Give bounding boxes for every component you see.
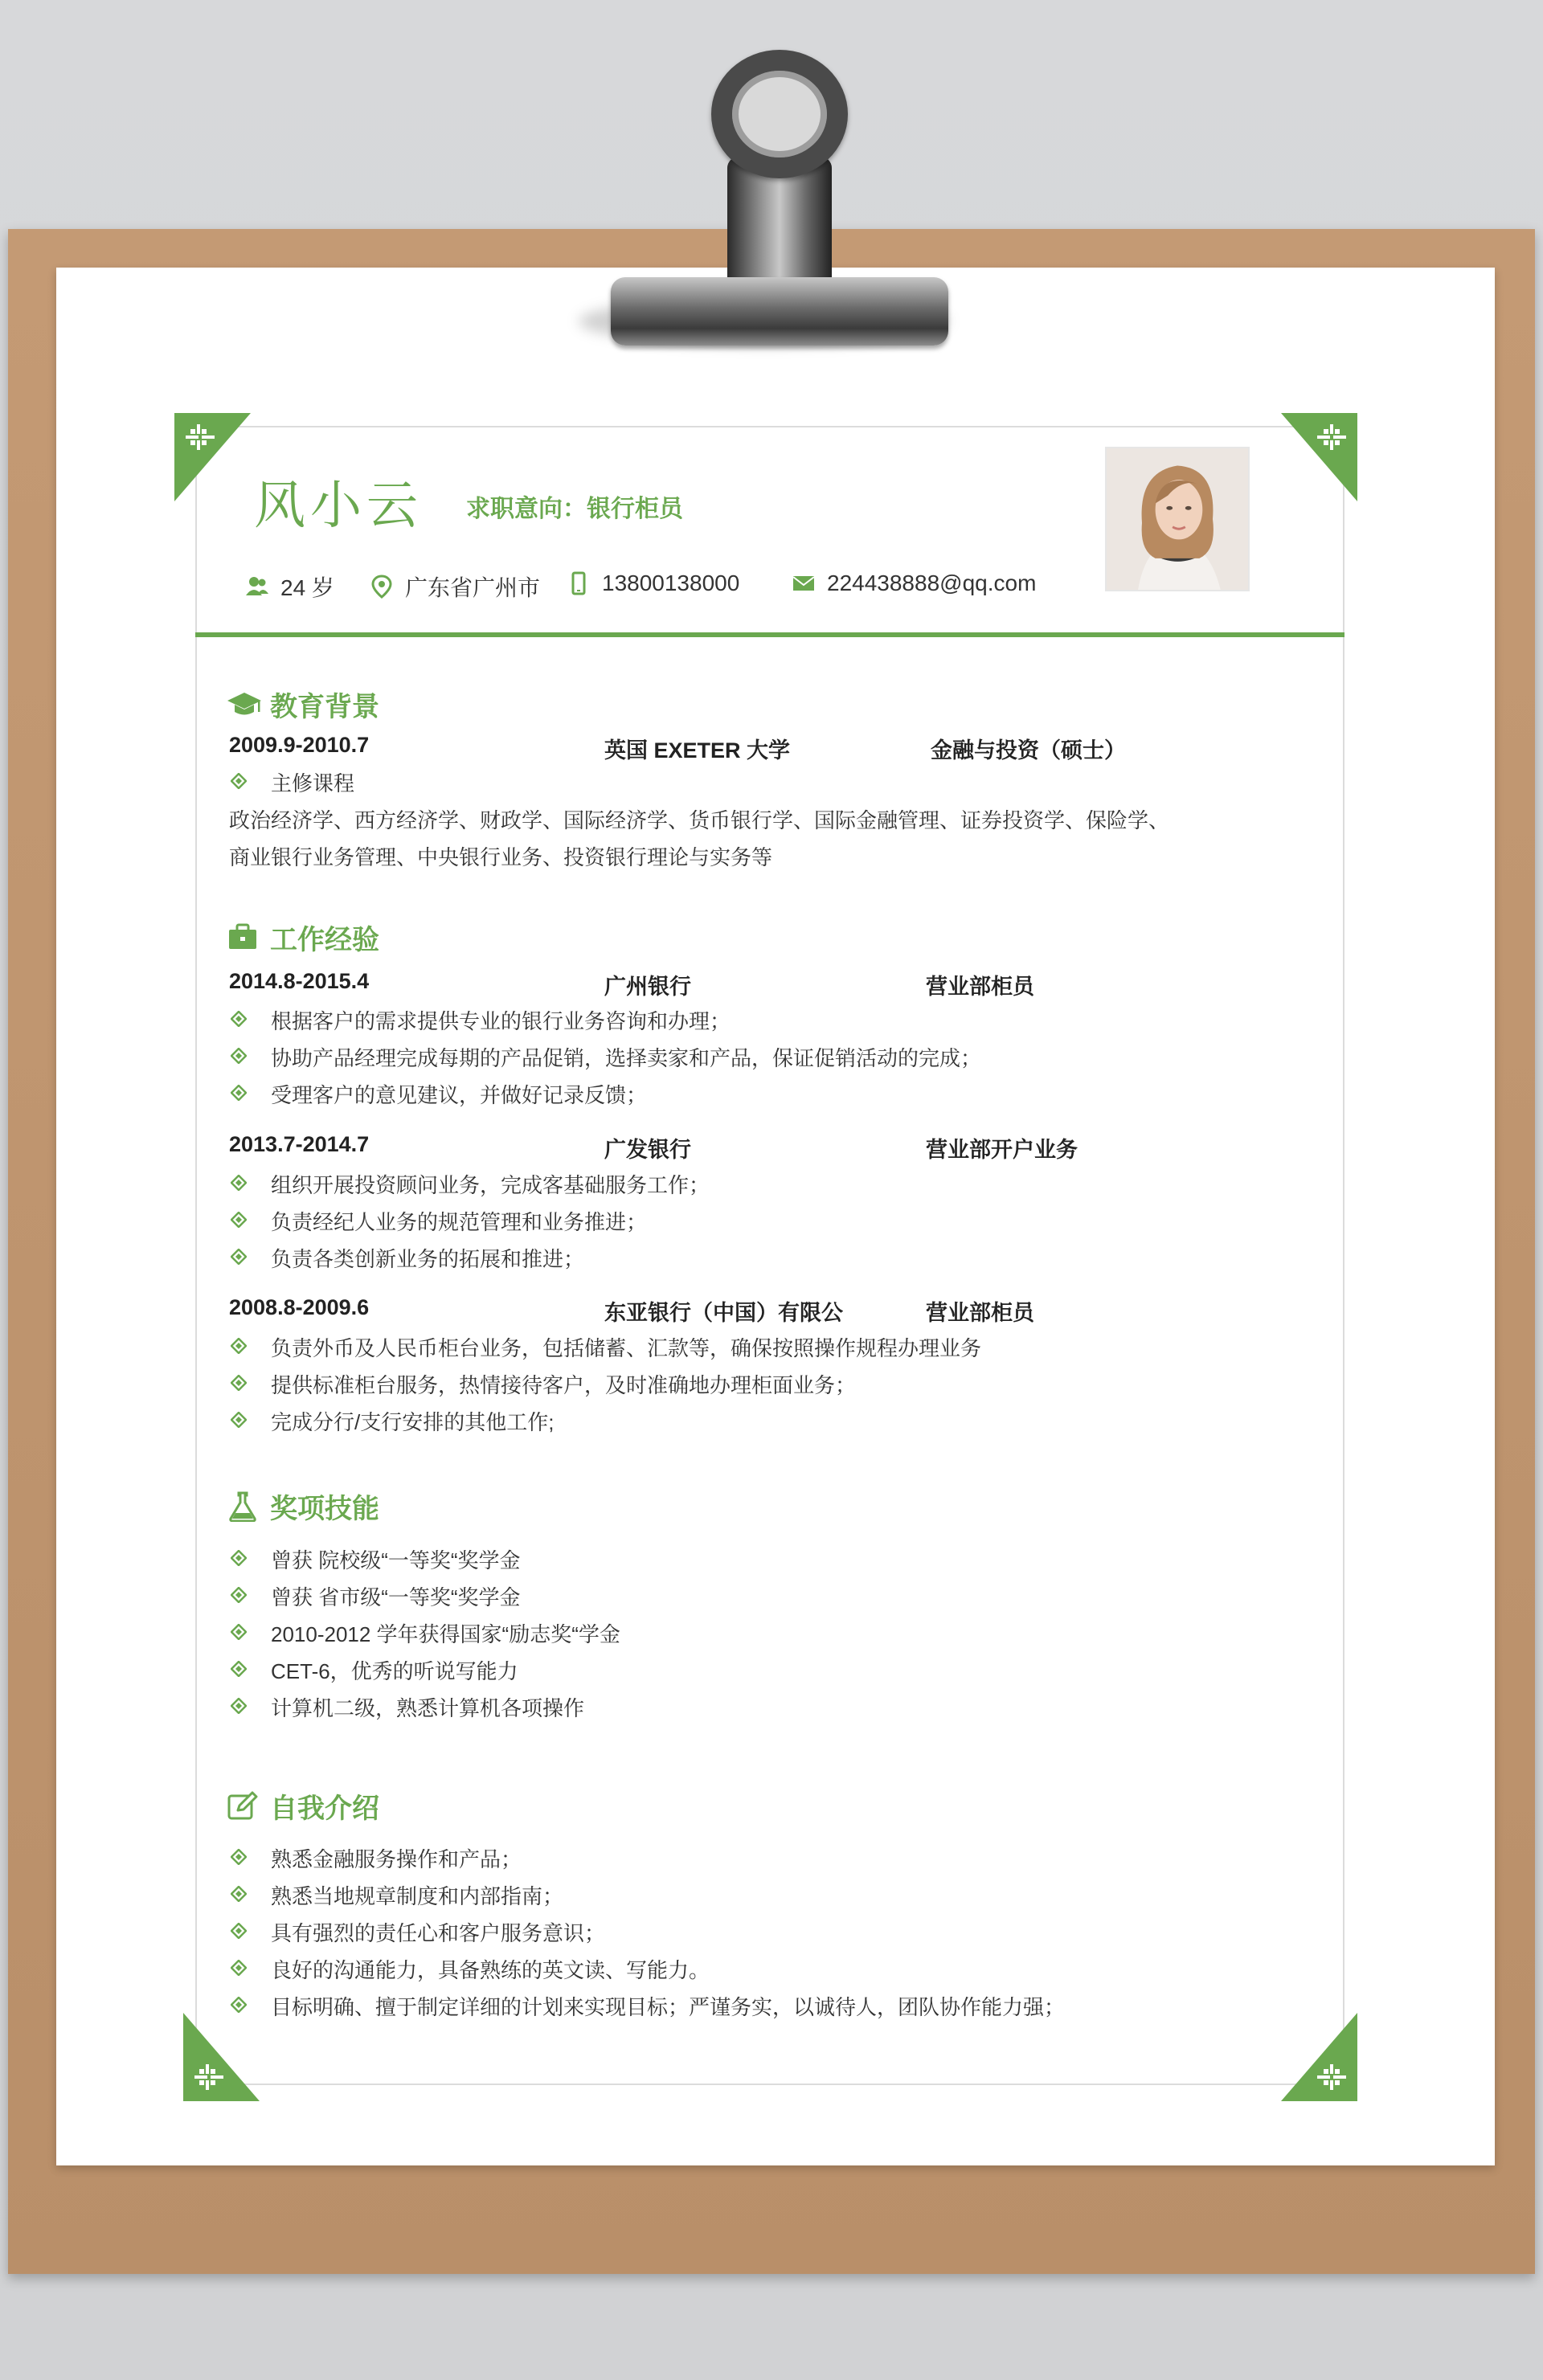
corner-ornament-icon bbox=[1281, 413, 1357, 501]
info-phone bbox=[567, 570, 739, 596]
header-divider bbox=[195, 632, 1344, 637]
candidate-name: 风小云 bbox=[254, 476, 423, 536]
self-intro-item: 目标明确、擅于制定详细的计划来实现目标；严谨务实，以诚待人，团队协作能力强； bbox=[271, 1995, 1066, 2019]
job-company: 东亚银行（中国）有限公 bbox=[604, 1301, 843, 1325]
job-duty: 完成分行/支行安排的其他工作; bbox=[271, 1410, 555, 1434]
diamond-bullet-icon bbox=[231, 1412, 247, 1428]
job-position: 营业部开户业务 bbox=[926, 1138, 1078, 1162]
edu-course-label: 主修课程 bbox=[271, 771, 355, 795]
section-awards bbox=[227, 1486, 379, 1526]
location-text: 广东省广州市 bbox=[405, 575, 541, 600]
diamond-bullet-icon bbox=[231, 1624, 247, 1640]
diamond-bullet-icon bbox=[231, 1587, 247, 1603]
award-item: CET-6，优秀的听说写能力 bbox=[271, 1659, 518, 1683]
job-duty: 负责各类创新业务的拓展和推进； bbox=[271, 1247, 585, 1271]
job-intent: 求职意向：银行柜员 bbox=[466, 496, 683, 522]
diamond-bullet-icon bbox=[231, 1997, 247, 2013]
edu-course-line: 政治经济学、西方经济学、财政学、国际经济学、货币银行学、国际金融管理、证券投资学、保险学、 bbox=[229, 808, 1170, 832]
job-duty: 负责经纪人业务的规范管理和业务推进； bbox=[271, 1210, 648, 1234]
work-title: 工作经验 bbox=[270, 925, 379, 955]
job-position: 营业部柜员 bbox=[926, 975, 1034, 999]
section-work bbox=[227, 918, 379, 957]
diamond-bullet-icon bbox=[231, 1011, 247, 1027]
diamond-bullet-icon bbox=[231, 1661, 247, 1677]
diamond-bullet-icon bbox=[231, 1375, 247, 1391]
self-intro-item: 熟悉金融服务操作和产品； bbox=[271, 1847, 522, 1871]
job-duty: 负责外币及人民币柜台业务，包括储蓄、汇款等，确保按照操作规程办理业务 bbox=[271, 1336, 982, 1360]
diamond-bullet-icon bbox=[231, 1048, 247, 1064]
diamond-bullet-icon bbox=[231, 1550, 247, 1566]
job-company: 广州银行 bbox=[604, 975, 691, 999]
self-intro-item: 具有强烈的责任心和客户服务意识； bbox=[271, 1921, 606, 1945]
info-location bbox=[370, 570, 540, 603]
job-period: 2014.8-2015.4 bbox=[229, 969, 370, 993]
envelope-icon bbox=[792, 571, 816, 595]
diamond-bullet-icon bbox=[231, 1338, 247, 1354]
user-icon bbox=[245, 575, 269, 599]
award-item: 曾获 省市级“一等奖“奖学金 bbox=[271, 1585, 521, 1609]
award-item: 曾获 院校级“一等奖“奖学金 bbox=[271, 1548, 521, 1572]
self-intro-item: 良好的沟通能力，具备熟练的英文读、写能力。 bbox=[271, 1958, 710, 1982]
section-self-intro bbox=[227, 1786, 379, 1826]
mobile-phone-icon bbox=[567, 571, 591, 595]
diamond-bullet-icon bbox=[231, 1923, 247, 1939]
briefcase-icon bbox=[227, 922, 262, 953]
job-period: 2008.8-2009.6 bbox=[229, 1295, 370, 1319]
diamond-bullet-icon bbox=[231, 1175, 247, 1191]
info-email bbox=[792, 570, 1036, 596]
phone-text: 13800138000 bbox=[602, 570, 740, 595]
award-item: 2010-2012 学年获得国家“励志奖“学金 bbox=[271, 1622, 620, 1646]
diamond-bullet-icon bbox=[231, 1849, 247, 1865]
edu-school: 英国 EXETER 大学 bbox=[604, 738, 791, 763]
job-duty: 提供标准柜台服务，热情接待客户，及时准确地办理柜面业务； bbox=[271, 1373, 857, 1397]
corner-ornament-icon bbox=[174, 413, 251, 501]
location-pin-icon bbox=[370, 575, 394, 599]
diamond-bullet-icon bbox=[231, 1698, 247, 1714]
education-title: 教育背景 bbox=[270, 692, 379, 722]
binder-clip-base bbox=[611, 277, 948, 346]
profile-photo bbox=[1105, 447, 1250, 591]
diamond-bullet-icon bbox=[231, 1085, 247, 1101]
award-item: 计算机二级，熟悉计算机各项操作 bbox=[271, 1696, 585, 1720]
flask-icon bbox=[227, 1491, 262, 1522]
job-period: 2013.7-2014.7 bbox=[229, 1132, 370, 1156]
info-age bbox=[245, 570, 334, 603]
job-company: 广发银行 bbox=[604, 1138, 691, 1162]
email-text: 224438888@qq.com bbox=[827, 570, 1037, 595]
job-duty: 根据客户的需求提供专业的银行业务咨询和办理； bbox=[271, 1009, 731, 1033]
edu-degree: 金融与投资（硕士） bbox=[931, 738, 1126, 763]
self-intro-item: 熟悉当地规章制度和内部指南； bbox=[271, 1884, 564, 1908]
binder-clip-ring bbox=[711, 50, 848, 178]
diamond-bullet-icon bbox=[231, 773, 247, 789]
corner-ornament-icon bbox=[183, 2013, 260, 2101]
corner-ornament-icon bbox=[1281, 2013, 1357, 2101]
graduation-cap-icon bbox=[227, 689, 262, 720]
job-duty: 受理客户的意见建议，并做好记录反馈； bbox=[271, 1083, 648, 1107]
diamond-bullet-icon bbox=[231, 1249, 247, 1265]
awards-title: 奖项技能 bbox=[270, 1494, 379, 1524]
diamond-bullet-icon bbox=[231, 1212, 247, 1228]
edu-period: 2009.9-2010.7 bbox=[229, 733, 370, 757]
job-duty: 组织开展投资顾问业务，完成客基础服务工作； bbox=[271, 1173, 710, 1197]
age-text: 24 岁 bbox=[280, 575, 334, 600]
job-duty: 协助产品经理完成每期的产品促销，选择卖家和产品，保证促销活动的完成； bbox=[271, 1046, 982, 1070]
job-position: 营业部柜员 bbox=[926, 1301, 1034, 1325]
diamond-bullet-icon bbox=[231, 1886, 247, 1902]
section-education bbox=[227, 685, 379, 724]
edit-pencil-icon bbox=[227, 1791, 262, 1822]
edu-course-line: 商业银行业务管理、中央银行业务、投资银行理论与实务等 bbox=[229, 845, 773, 869]
diamond-bullet-icon bbox=[231, 1960, 247, 1976]
self-intro-title: 自我介绍 bbox=[270, 1793, 379, 1824]
